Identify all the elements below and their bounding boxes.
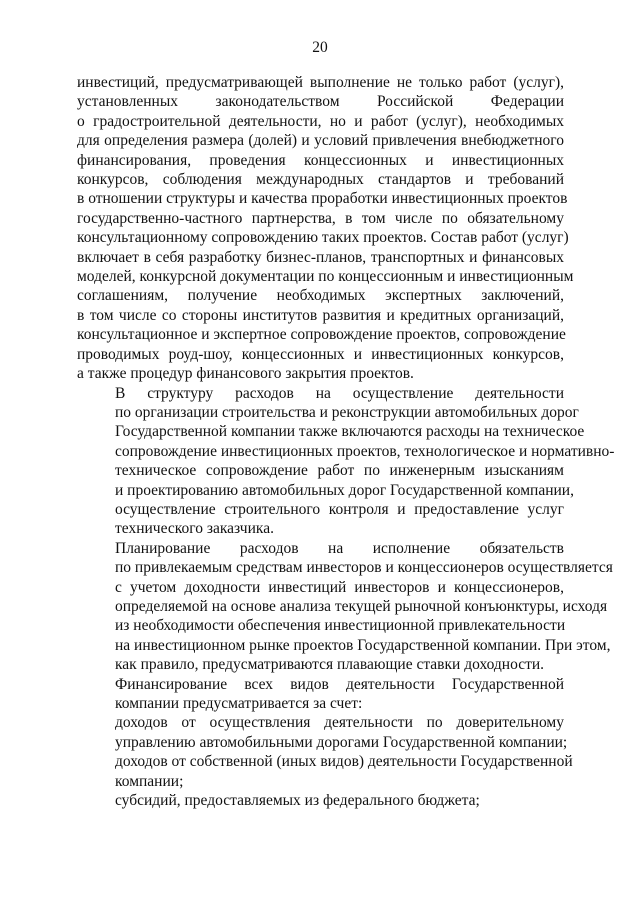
text-line: компании;: [115, 772, 184, 790]
text-line: доходов от собственной (иных видов) деятельности Государственной: [115, 753, 573, 771]
text-line: осуществление строительного контроля и предоставление услуг: [115, 500, 564, 518]
text-line: из необходимости обеспечения инвестиционной привлекательности: [115, 617, 566, 635]
text-line: технического заказчика.: [115, 520, 274, 538]
text-line: определяемой на основе анализа текущей рыночной конъюнктуры, исходя: [115, 597, 608, 615]
text-line: по организации строительства и реконструкции автомобильных дорог: [115, 403, 579, 421]
text-line: по привлекаемым средствам инвесторов и концессионеров осуществляется: [115, 559, 613, 577]
text-line: проводимых роуд-шоу, концессионных и инвестиционных конкурсов,: [77, 345, 564, 363]
text-line: моделей, конкурсной документации по концессионным и инвестиционным: [77, 268, 574, 286]
text-line: Государственной компании также включаются расходы на техническое: [115, 423, 585, 441]
text-line: субсидий, предоставляемых из федерального бюджета;: [115, 792, 480, 810]
text-line: государственно-частного партнерства, в том числе по обязательному: [77, 209, 564, 227]
text-line: инвестиций, предусматривающей выполнение не только работ (услуг),: [77, 74, 564, 91]
paragraph: [77, 713, 568, 752]
paragraph: [77, 539, 613, 675]
text-line: как правило, предусматриваются плавающие ставки доходности.: [115, 656, 545, 674]
text-line: соглашениям, получение необходимых экспертных заключений,: [77, 287, 564, 305]
paragraph: [77, 791, 564, 810]
text-line: управлению автомобильными дорогами Государственной компании;: [115, 733, 568, 751]
text-line: с учетом доходности инвестиций инвесторов и концессионеров,: [115, 578, 564, 596]
text-line: компании предусматривается за счет:: [115, 695, 363, 712]
paragraph: [77, 73, 574, 384]
paragraph: [77, 384, 615, 539]
text-line: доходов от осуществления деятельности по доверительному: [115, 714, 564, 732]
text-line: финансирования, проведения концессионных и инвестиционных: [77, 151, 564, 169]
paragraph: [77, 675, 564, 714]
text-line: Планирование расходов на исполнение обязательств: [115, 539, 564, 557]
text-line: Финансирование всех видов деятельности Государственной: [115, 675, 564, 693]
text-line: техническое сопровождение работ по инженерным изысканиям: [115, 462, 564, 480]
text-line: В структуру расходов на осуществление деятельности: [115, 384, 564, 402]
text-line: в том числе со стороны институтов развития и кредитных организаций,: [77, 306, 564, 324]
text-line: на инвестиционном рынке проектов Государственной компании. При этом,: [115, 636, 611, 654]
document-body: [77, 73, 615, 810]
text-line: включает в себя разработку бизнес-планов, транспортных и финансовых: [77, 248, 564, 266]
text-line: установленных законодательством Российской Федерации: [77, 93, 564, 111]
text-line: и проектированию автомобильных дорог Государственной компании,: [115, 481, 574, 499]
text-line: сопровождение инвестиционных проектов, технологическое и нормативно-: [115, 442, 615, 460]
paragraph: [77, 752, 573, 791]
text-line: консультационное и экспертное сопровождение проектов, сопровождение: [77, 326, 566, 344]
text-line: о градостроительной деятельности, но и работ (услуг), необходимых: [77, 112, 564, 130]
page-number: 20: [312, 39, 328, 56]
text-line: в отношении структуры и качества проработки инвестиционных проектов: [77, 190, 568, 208]
text-line: консультационному сопровождению таких проектов. Состав работ (услуг): [77, 229, 569, 247]
text-line: конкурсов, соблюдения международных стандартов и требований: [77, 171, 564, 189]
text-line: а также процедур финансового закрытия проектов.: [77, 365, 414, 383]
text-line: для определения размера (долей) и условий привлечения внебюджетного: [77, 132, 564, 150]
